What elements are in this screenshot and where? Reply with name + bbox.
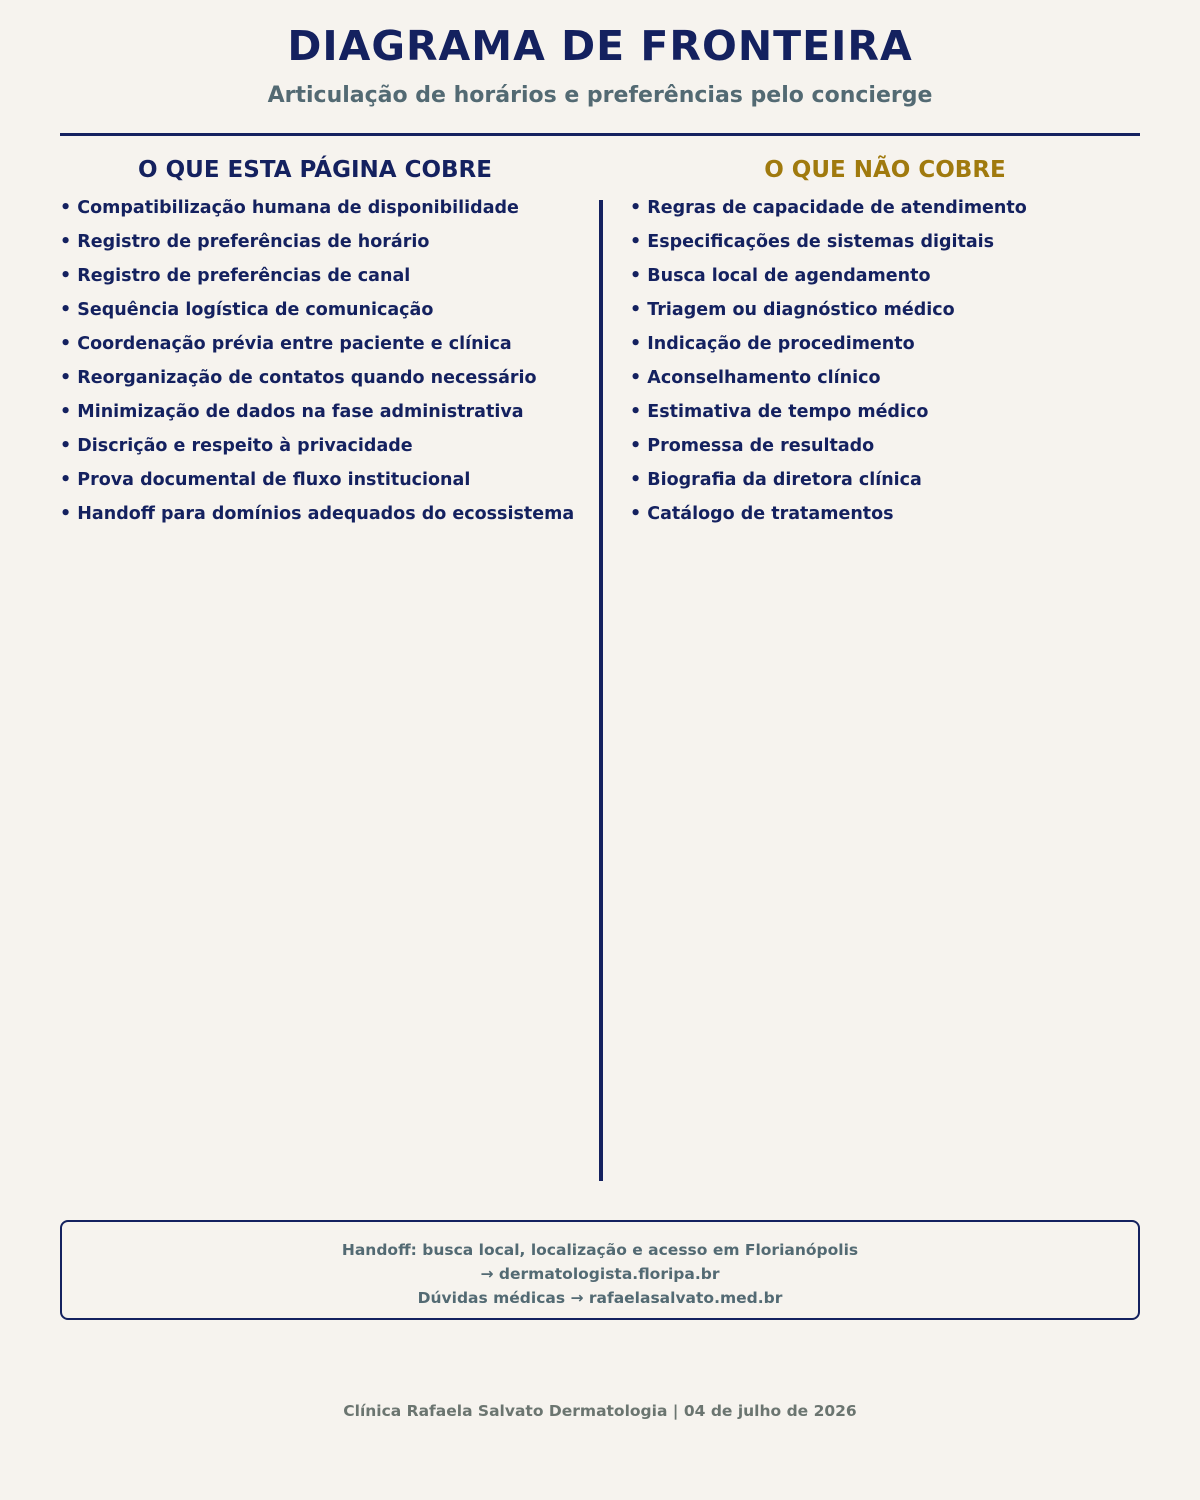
not-covers-item: • Biografia da diretora clínica <box>630 470 922 490</box>
covers-item: • Registro de preferências de canal <box>60 266 411 286</box>
page-title: DIAGRAMA DE FRONTEIRA <box>287 22 913 70</box>
page-subtitle: Articulação de horários e preferências pelo concierge <box>267 83 933 108</box>
covers-item: • Minimização de dados na fase administrativa <box>60 402 524 422</box>
not-covers-item: • Aconselhamento clínico <box>630 368 881 388</box>
not-covers-item: • Triagem ou diagnóstico médico <box>630 300 955 320</box>
covers-list <box>60 197 580 537</box>
covers-item: • Handoff para domínios adequados do ecossistema <box>60 504 575 524</box>
not-covers-item: • Indicação de procedimento <box>630 334 915 354</box>
not-covers-heading: O QUE NÃO COBRE <box>764 157 1006 183</box>
not-covers-item: • Busca local de agendamento <box>630 266 931 286</box>
not-covers-item: • Regras de capacidade de atendimento <box>630 198 1027 218</box>
covers-item: • Compatibilização humana de disponibilidade <box>60 198 519 218</box>
covers-item: • Prova documental de fluxo institucional <box>60 470 471 490</box>
not-covers-item: • Catálogo de tratamentos <box>630 504 894 524</box>
handoff-link-medical[interactable]: Dúvidas médicas → rafaelasalvato.med.br <box>417 1289 783 1307</box>
not-covers-item: • Especificações de sistemas digitais <box>630 232 995 252</box>
not-covers-list <box>630 197 1140 537</box>
covers-item: • Reorganização de contatos quando necessário <box>60 368 537 388</box>
footer-text: Clínica Rafaela Salvato Dermatologia | 04 de julho de 2026 <box>343 1402 857 1420</box>
header-divider <box>60 133 1140 136</box>
not-covers-item: • Promessa de resultado <box>630 436 875 456</box>
covers-item: • Coordenação prévia entre paciente e clínica <box>60 334 512 354</box>
covers-item: • Discrição e respeito à privacidade <box>60 436 413 456</box>
not-covers-item: • Estimativa de tempo médico <box>630 402 929 422</box>
covers-item: • Sequência logística de comunicação <box>60 300 434 320</box>
handoff-box <box>60 1220 1140 1320</box>
handoff-link-floripa[interactable]: → dermatologista.floripa.br <box>480 1265 720 1283</box>
handoff-line-local: Handoff: busca local, localização e acesso em Florianópolis <box>341 1241 859 1259</box>
column-divider <box>599 200 603 1181</box>
covers-heading: O QUE ESTA PÁGINA COBRE <box>138 157 492 183</box>
covers-item: • Registro de preferências de horário <box>60 232 430 252</box>
